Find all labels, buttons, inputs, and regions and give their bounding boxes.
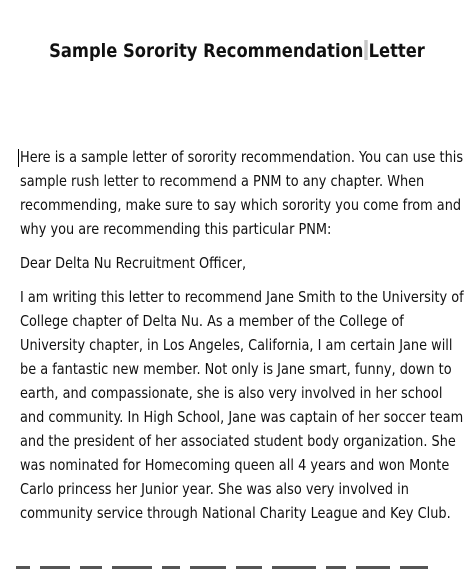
title-end: Letter bbox=[368, 40, 425, 62]
paragraph-gap bbox=[20, 241, 450, 251]
intro-line: recommending, make sure to say which sorority you come from and bbox=[20, 196, 462, 214]
body-line: was nominated for Homecoming queen all 4 years and won Monte bbox=[20, 456, 450, 474]
document-title bbox=[33, 40, 441, 62]
body-line: community service through National Charity League and Key Club. bbox=[20, 504, 451, 522]
body-line: University chapter, in Los Angeles, California, I am certain Jane will bbox=[20, 336, 453, 354]
cropped-next-line bbox=[16, 566, 456, 576]
intro-line: sample rush letter to recommend a PNM to any chapter. When bbox=[20, 172, 425, 190]
salutation: Dear Delta Nu Recruitment Officer, bbox=[20, 254, 247, 272]
intro-line: why you are recommending this particular PNM: bbox=[20, 220, 332, 238]
body-line: I am writing this letter to recommend Jane Smith to the University of bbox=[20, 288, 464, 306]
letter-body[interactable] bbox=[20, 145, 464, 525]
body-line: earth, and compassionate, she is also very involved in her school bbox=[20, 384, 443, 402]
body-line: be a fantastic new member. Not only is Jane smart, funny, down to bbox=[20, 360, 452, 378]
intro-line: Here is a sample letter of sorority recommendation. You can use this bbox=[20, 148, 464, 166]
body-line: College chapter of Delta Nu. As a member of the College of bbox=[20, 312, 404, 330]
selection-caret bbox=[364, 40, 367, 60]
body-line: and community. In High School, Jane was captain of her soccer team bbox=[20, 408, 464, 426]
body-line: and the president of her associated student body organization. She bbox=[20, 432, 456, 450]
title-main: Sample Sorority Recommendation bbox=[49, 40, 364, 62]
body-line: Carlo princess her Junior year. She was also very involved in bbox=[20, 480, 409, 498]
paragraph-gap bbox=[20, 275, 450, 285]
text-cursor bbox=[18, 149, 19, 167]
